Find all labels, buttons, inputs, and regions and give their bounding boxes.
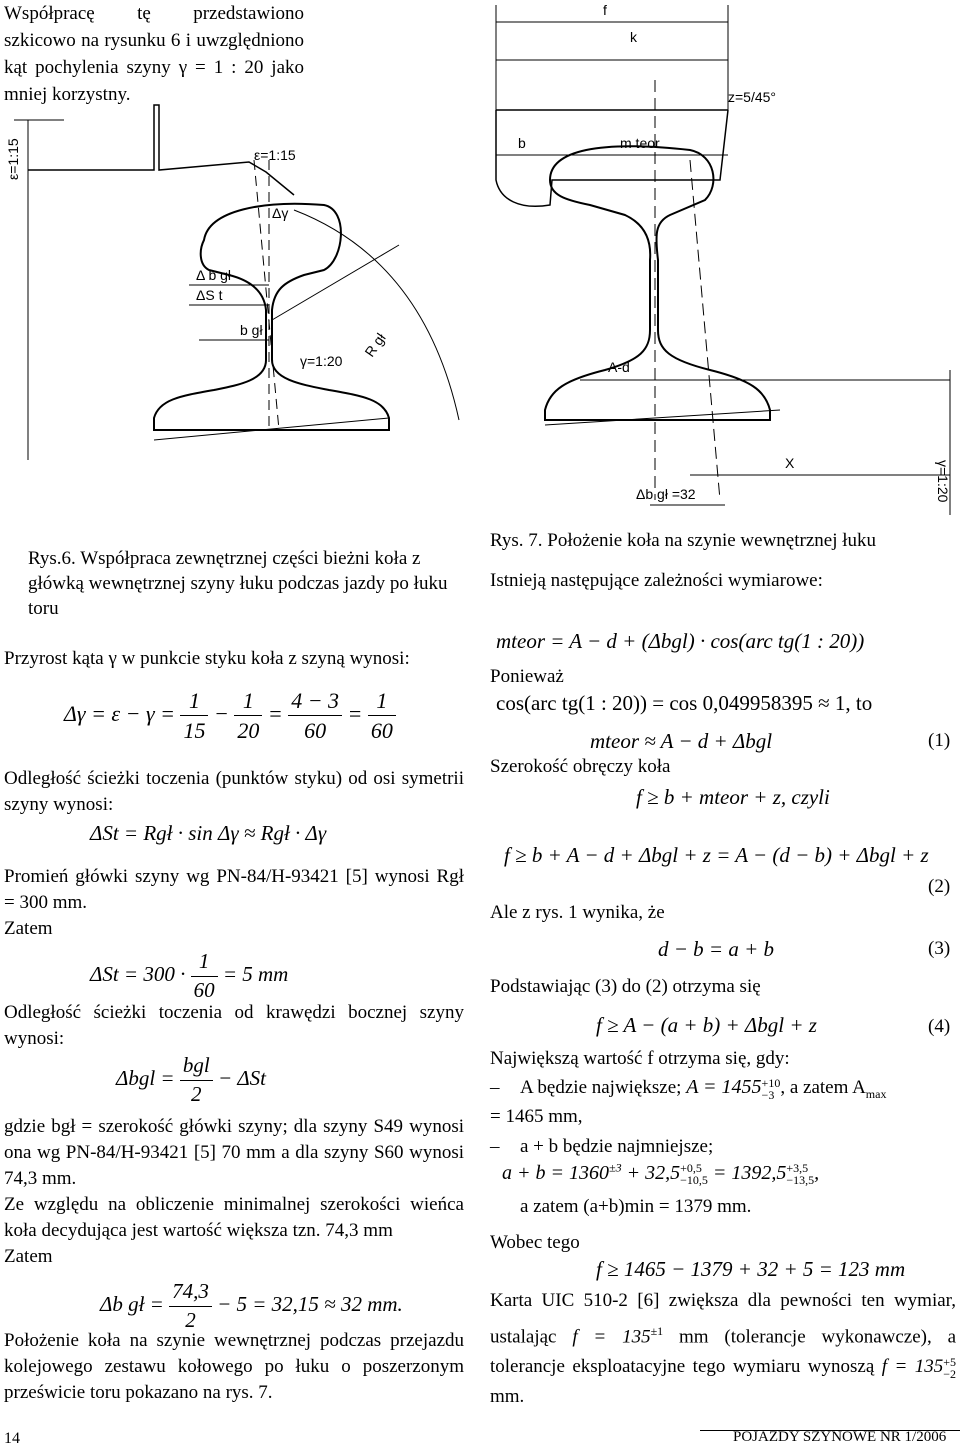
left-p1: Przyrost kąta γ w punkcie styku koła z szyną wynosi: [4, 648, 410, 669]
fig6-label-eps-left: ε=1:15 [5, 138, 21, 180]
eq4-d: 2 [191, 1081, 202, 1106]
b2-mid: + 32,5 [626, 1162, 681, 1184]
eq5-d: 2 [185, 1307, 196, 1332]
bullet-2 [490, 1134, 713, 1159]
left-zatem1: Zatem [4, 918, 53, 939]
fig7-label-z: z=5/45° [728, 89, 777, 105]
bullet-1-cont: = 1465 mm, [490, 1106, 583, 1127]
bullet-1 [490, 1074, 956, 1103]
eq5-rhs: − 5 = 32,15 ≈ 32 mm. [217, 1292, 403, 1317]
b2-eq: a + b = 1360 [502, 1162, 609, 1184]
b2-s2a: +0,5 [680, 1161, 702, 1176]
eq4-frac [180, 1052, 213, 1109]
fig7-label-dbgl32: Δb gł =32 [636, 486, 696, 502]
eq5-frac [169, 1278, 212, 1335]
eq1-f1n: 1 [180, 686, 208, 716]
fig6-label-dbgl: Δ b gł [196, 267, 232, 283]
left-eq1 [64, 686, 396, 746]
right-eq1: mteor = A − d + (Δbgl) · cos(arc tg(1 : 20)) [496, 629, 865, 653]
right-p6: Wobec tego [490, 1232, 580, 1253]
fig6-label-bgl: b gł [240, 322, 263, 338]
fig6-caption: Rys.6. Współpraca zewnętrznej części bieżni koła z główką wewnętrznej szyny łuku podczas jazdy po łuku toru [28, 548, 448, 619]
eq1-f4d: 60 [370, 718, 393, 744]
fig6-label-eps-top: ε=1:15 [254, 147, 296, 163]
right-eq6-num: (3) [928, 938, 951, 959]
fig7-label-f: f [603, 2, 607, 18]
eq1-f3d: 60 [304, 718, 327, 744]
right-eq6: d − b = a + b [658, 937, 775, 961]
b2-s3a: +3,5 [786, 1161, 809, 1176]
eq3-rhs: = 5 mm [222, 962, 289, 987]
right-p7 [490, 1286, 956, 1412]
fig7-label-mteor: m teor [620, 135, 660, 151]
right-eq7: f ≥ A − (a + b) + Δbgl + z [596, 1013, 817, 1037]
fig6-label-dst: ΔS t [196, 287, 223, 303]
intro-text: Współpracę tę przedstawiono szkicowo na rysunku 6 i uwzględniono kąt pochylenia szyny γ = 1 : 20 jako mniej korzystny. [4, 3, 304, 105]
left-eq2: ΔSt = Rgł · sin Δγ ≈ Rgł · Δγ [90, 821, 327, 845]
right-p1: Istnieją następujące zależności wymiarowe: [490, 570, 823, 591]
fig7-label-gamma: γ=1:20 [935, 460, 951, 503]
bullet-1-eq: A = 1455 [686, 1076, 762, 1098]
p7-sub2: −2 [943, 1366, 957, 1381]
fig6-label-gamma: Δγ [272, 205, 289, 221]
right-p2: Szerokość obręczy koła [490, 756, 671, 777]
eq1-lhs: Δγ = ε − γ = [64, 700, 175, 726]
fig7-axis-2 [690, 160, 720, 500]
fig7-label-b: b [518, 135, 526, 151]
eq1-eqa: = [267, 700, 283, 726]
bullet-2-text: a + b będzie najmniejsze; [520, 1136, 714, 1157]
p7-text-b: mm (tolerancje wykonawcze), a tolerancje eksploatacyjne tego wymiaru wynoszą [490, 1326, 957, 1378]
p7-eq2: f = 135 [881, 1356, 944, 1378]
b2-s3b: −13,5 [786, 1173, 815, 1188]
right-eq4: f ≥ b + mteor + z, czyli [636, 785, 830, 809]
left-eq5 [100, 1278, 403, 1335]
p7-end: mm. [490, 1386, 525, 1408]
bullet-1-sup: +10 [761, 1075, 781, 1090]
eq3-frac [191, 948, 218, 1005]
b2-eq2: = 1392,5 [712, 1162, 787, 1184]
left-p3: Promień główki szyny wg PN-84/H-93421 [5] wynosi Rgł = 300 mm. [4, 866, 464, 913]
figure-7-wheel-on-rail [490, 0, 956, 520]
left-p2: Odległość ścieżki toczenia (punktów styku) od osi symetrii szyny wynosi: [4, 768, 464, 815]
fig6-label-gamma-ratio: γ=1:20 [300, 353, 343, 369]
b2-end: , [814, 1162, 820, 1184]
eq1-frac1 [180, 686, 208, 746]
left-eq3 [90, 948, 288, 1005]
fig7-label-x: X [785, 455, 795, 471]
page-number: 14 [4, 1430, 20, 1447]
fig7-label-k: k [630, 29, 637, 45]
eq3-d: 60 [193, 977, 215, 1002]
right-p4: Podstawiając (3) do (2) otrzyma się [490, 976, 761, 997]
bullet-1-dash: – [490, 1077, 500, 1098]
fig6-rail [154, 204, 389, 430]
bullet-1-sub: −3 [761, 1087, 775, 1102]
eq1-frac4 [368, 686, 396, 746]
eq5-lhs: Δb gł = [100, 1292, 164, 1317]
fig7-wheel-profile [496, 110, 728, 206]
right-eq5: f ≥ b + A − d + Δbgl + z = A − (d − b) + Δbgl + z [504, 843, 929, 867]
eq1-f3n: 4 − 3 [288, 686, 342, 716]
fig7-label-ad: A-d [608, 359, 630, 375]
eq3-n: 1 [191, 948, 218, 977]
journal-name: POJAZDY SZYNOWE NR 1/2006 [733, 1429, 947, 1445]
eq1-frac2 [234, 686, 262, 746]
eq1-frac3 [288, 686, 342, 746]
right-eq3-num: (1) [928, 730, 951, 751]
left-eq4 [116, 1052, 266, 1109]
left-zatem2: Zatem [4, 1246, 53, 1267]
right-eq8: f ≥ 1465 − 1379 + 32 + 5 = 123 mm [596, 1257, 906, 1281]
fig7-rail [545, 146, 770, 420]
bullet-1-text: A będzie największe; [520, 1077, 682, 1098]
eq1-eqb: = [347, 700, 363, 726]
p7-text: Karta UIC 510-2 [6] zwiększa dla pewności ten wymiar, ustalając [490, 1290, 956, 1348]
left-p7: Położenie koła na szynie wewnętrznej podczas przejazdu kolejowego zestawu kołowego po łuku o poszerzonym prześwicie toru pokazano na rys. 7. [4, 1330, 464, 1403]
eq4-n: bgl [180, 1052, 213, 1081]
bullet-1-max: max [865, 1086, 887, 1101]
eq5-n: 74,3 [169, 1278, 212, 1307]
bullet-2-cont: a zatem (a+b)min = 1379 mm. [520, 1196, 752, 1217]
b2-s1: ±3 [609, 1160, 622, 1175]
left-p4: Odległość ścieżki toczenia od krawędzi bocznej szyny wynosi: [4, 1002, 464, 1049]
p7-sup2: +5 [943, 1354, 957, 1369]
left-p6: Ze względu na obliczenie minimalnej szerokości wieńca koła decydująca jest wartość większa tzn. 74,3 mm [4, 1194, 464, 1241]
fig7-caption: Rys. 7. Położenie koła na szynie wewnętrznej łuku [490, 530, 877, 551]
bullet-2-eq [502, 1160, 819, 1187]
right-p5: Największą wartość f otrzyma się, gdy: [490, 1048, 790, 1069]
b2-s2b: −10,5 [680, 1173, 708, 1188]
eq1-minus: − [213, 700, 229, 726]
bullet-1-tail: , a zatem A [780, 1077, 866, 1098]
right-eq3: mteor ≈ A − d + Δbgl [590, 729, 773, 753]
right-eq7-num: (4) [928, 1016, 951, 1037]
p7-sup: ±1 [650, 1324, 664, 1338]
eq1-f2d: 20 [237, 718, 260, 744]
eq1-f4n: 1 [368, 686, 396, 716]
figure-6-rail-profile [4, 100, 474, 520]
eq1-f2n: 1 [234, 686, 262, 716]
left-p5: gdzie bgł = szerokość główki szyny; dla szyny S49 wynosi ona wg PN-84/H-93421 [5] 70 mm a dla szyny S60 wynosi 74,3 mm. [4, 1116, 464, 1189]
fig7-base-line [545, 410, 780, 425]
eq3-lhs: ΔSt = 300 · [90, 962, 186, 987]
right-eq2: cos(arc tg(1 : 20)) = cos 0,049958395 ≈ 1, to [496, 691, 873, 715]
bullet-2-dash: – [490, 1136, 500, 1157]
p7-eq: f = 135 [572, 1326, 651, 1348]
eq4-lhs: Δbgl = [116, 1066, 175, 1091]
eq1-f1d: 15 [183, 718, 206, 744]
right-p3: Ale z rys. 1 wynika, że [490, 902, 665, 923]
right-eq5-num: (2) [928, 876, 951, 897]
eq4-rhs: − ΔSt [217, 1066, 267, 1091]
right-ponieważ: Ponieważ [490, 666, 564, 687]
fig6-label-rgl: R gł [361, 330, 389, 360]
